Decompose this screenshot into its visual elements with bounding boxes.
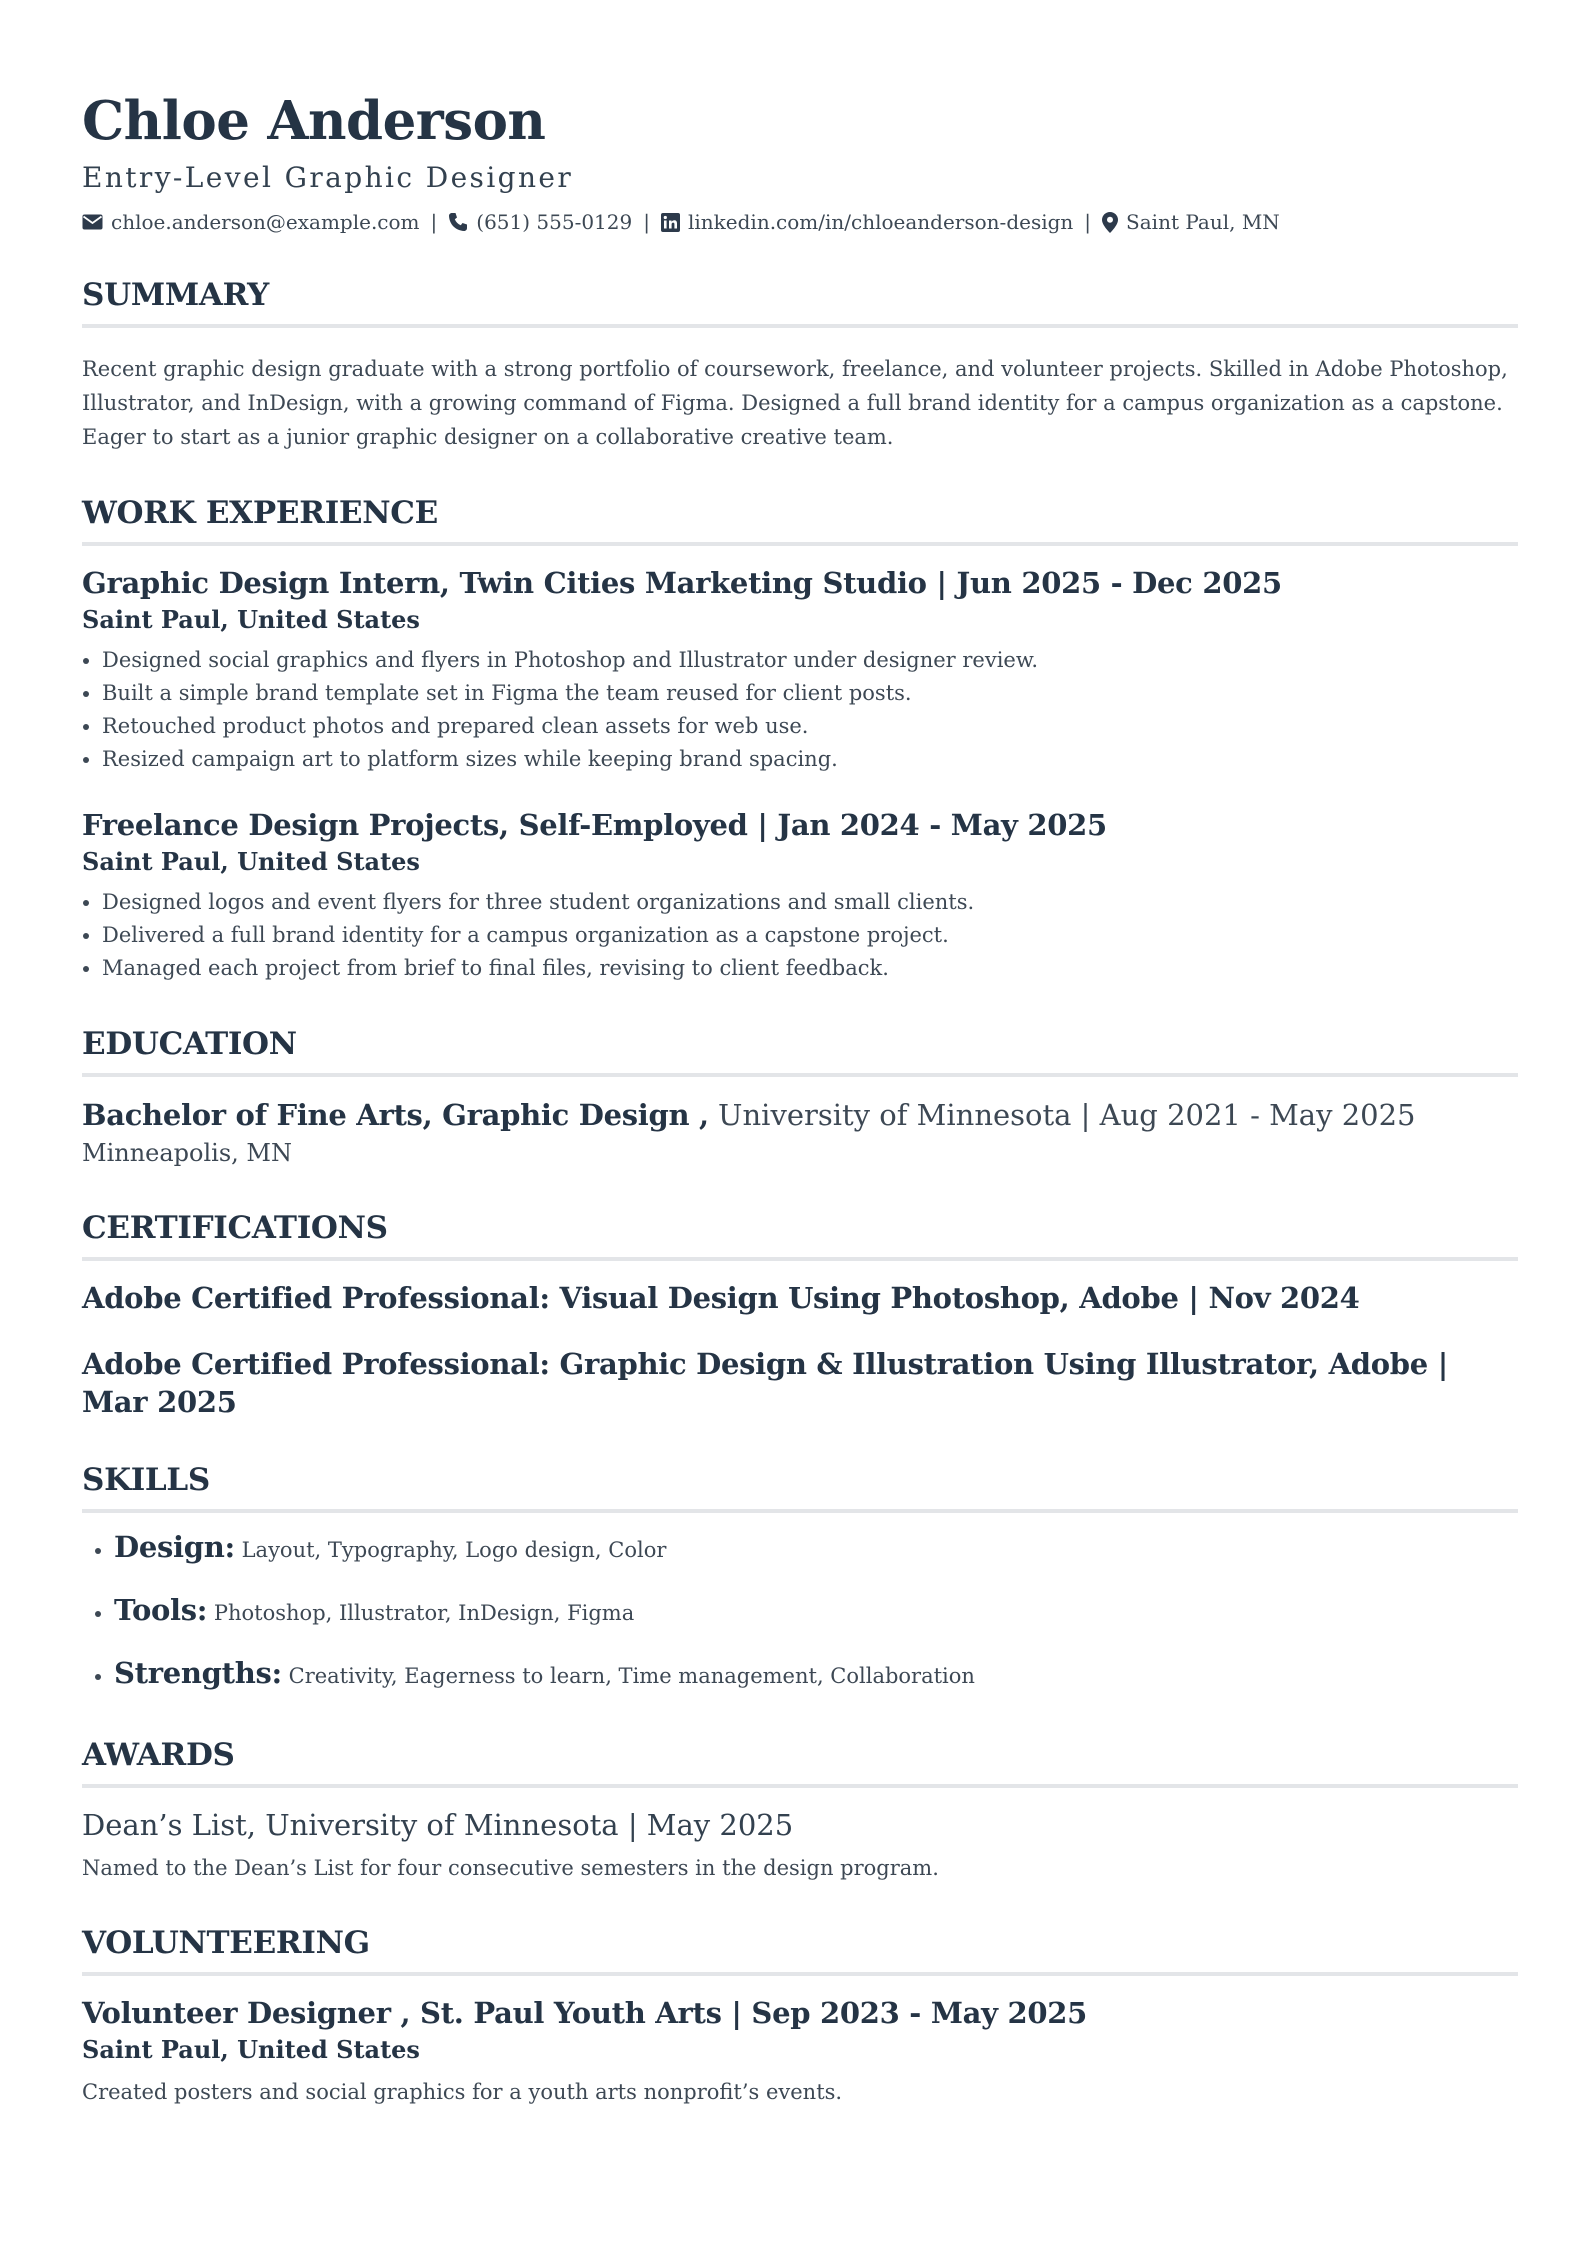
contact-location [1102, 208, 1280, 236]
resume-header [82, 86, 1518, 236]
job-bullets [82, 644, 1518, 776]
skill-item [114, 1527, 1518, 1570]
volunteer-location: Saint Paul, United States [82, 2035, 420, 2064]
job-bullet: • Retouched product photos and prepared clean assets for web use. [102, 710, 1518, 743]
section-heading: AWARDS [82, 1736, 1518, 1788]
section-heading: EDUCATION [82, 1025, 1518, 1077]
job-header: Graphic Design Intern, Twin Cities Marketing Studio | Jun 2025 - Dec 2025 [82, 566, 1282, 600]
job-bullet: • Designed logos and event flyers for three student organizations and small clients. [102, 886, 1518, 919]
job-bullet: • Designed social graphics and flyers in Photoshop and Illustrator under designer review. [102, 644, 1518, 677]
award-header: Dean’s List, University of Minnesota | May 2025 [82, 1808, 794, 1842]
job-header: Freelance Design Projects, Self-Employed | Jan 2024 - May 2025 [82, 808, 1107, 842]
summary-text: Recent graphic design graduate with a strong portfolio of coursework, freelance, and volunteer projects. Skilled in Adobe Photoshop, Illustrator, and InDesign, with a growing command of Figma. Designed a full brand identity for a campus organization as a capstone. Eager to start as a junior graphic designer on a collaborative creative team. [82, 357, 1508, 449]
certifications-section [82, 1209, 1518, 1421]
skill-value: Photoshop, Illustrator, InDesign, Figma [207, 1601, 635, 1625]
job-bullet: • Delivered a full brand identity for a campus organization as a capstone project. [102, 919, 1518, 952]
certification-item: Adobe Certified Professional: Visual Design Using Photoshop, Adobe | Nov 2024 [82, 1281, 1360, 1315]
skills-section [82, 1461, 1518, 1696]
contact-linkedin-text: linkedin.com/in/chloeanderson-design [687, 210, 1074, 234]
skill-label: Tools: [114, 1593, 208, 1627]
summary-section [82, 276, 1518, 454]
phone-icon [448, 212, 468, 232]
experience-section [82, 494, 1518, 985]
envelope-icon [82, 214, 103, 230]
volunteer-description: Created posters and social graphics for a youth arts nonprofit’s events. [82, 2080, 843, 2104]
skill-label: Design: [114, 1530, 235, 1564]
skill-value: Layout, Typography, Logo design, Color [234, 1538, 667, 1562]
contact-linkedin[interactable] [661, 208, 1073, 236]
skill-label: Strengths: [114, 1656, 282, 1690]
skills-list [82, 1527, 1518, 1696]
skill-value: Creativity, Eagerness to learn, Time management, Collaboration [281, 1664, 975, 1688]
education-degree: Bachelor of Fine Arts, Graphic Design , [82, 1098, 709, 1132]
job-bullet: • Resized campaign art to platform sizes while keeping brand spacing. [102, 743, 1518, 776]
contact-separator: | [1084, 210, 1092, 234]
job-bullets [82, 886, 1518, 985]
job-location: Saint Paul, United States [82, 605, 420, 634]
section-heading: VOLUNTEERING [82, 1924, 1518, 1976]
contact-phone[interactable] [448, 208, 632, 236]
contact-email[interactable] [82, 208, 420, 236]
candidate-name: Chloe Anderson [82, 90, 546, 152]
contact-location-text: Saint Paul, MN [1126, 210, 1280, 234]
contact-email-text: chloe.anderson@example.com [111, 210, 420, 234]
skill-item [114, 1653, 1518, 1696]
job-bullet: • Built a simple brand template set in Figma the team reused for client posts. [102, 677, 1518, 710]
education-section [82, 1025, 1518, 1169]
job-location: Saint Paul, United States [82, 847, 420, 876]
contact-separator: | [430, 210, 438, 234]
awards-section [82, 1736, 1518, 1884]
job-entry [82, 806, 1518, 985]
job-bullet: • Managed each project from brief to final files, revising to client feedback. [102, 952, 1518, 985]
section-heading: CERTIFICATIONS [82, 1209, 1518, 1261]
job-entry [82, 564, 1518, 776]
contact-line [82, 208, 1518, 236]
certification-item: Adobe Certified Professional: Graphic Design & Illustration Using Illustrator, Adobe | Mar 2025 [82, 1347, 1448, 1419]
resume-page [82, 86, 1518, 2108]
map-pin-icon [1102, 212, 1118, 233]
volunteering-section [82, 1924, 1518, 2108]
award-description: Named to the Dean’s List for four consecutive semesters in the design program. [82, 1856, 939, 1880]
section-heading: SUMMARY [82, 276, 1518, 328]
education-entry [82, 1095, 1518, 1135]
volunteer-header: Volunteer Designer , St. Paul Youth Arts | Sep 2023 - May 2025 [82, 1996, 1087, 2030]
candidate-title: Entry-Level Graphic Designer [82, 161, 574, 194]
section-heading: WORK EXPERIENCE [82, 494, 1518, 546]
skill-item [114, 1590, 1518, 1633]
linkedin-icon [661, 213, 680, 232]
section-heading: SKILLS [82, 1461, 1518, 1513]
contact-separator: | [643, 210, 650, 234]
education-location: Minneapolis, MN [82, 1139, 292, 1167]
education-school-dates: University of Minnesota | Aug 2021 - May 2025 [708, 1098, 1416, 1132]
contact-phone-text: (651) 555-0129 [476, 210, 633, 234]
